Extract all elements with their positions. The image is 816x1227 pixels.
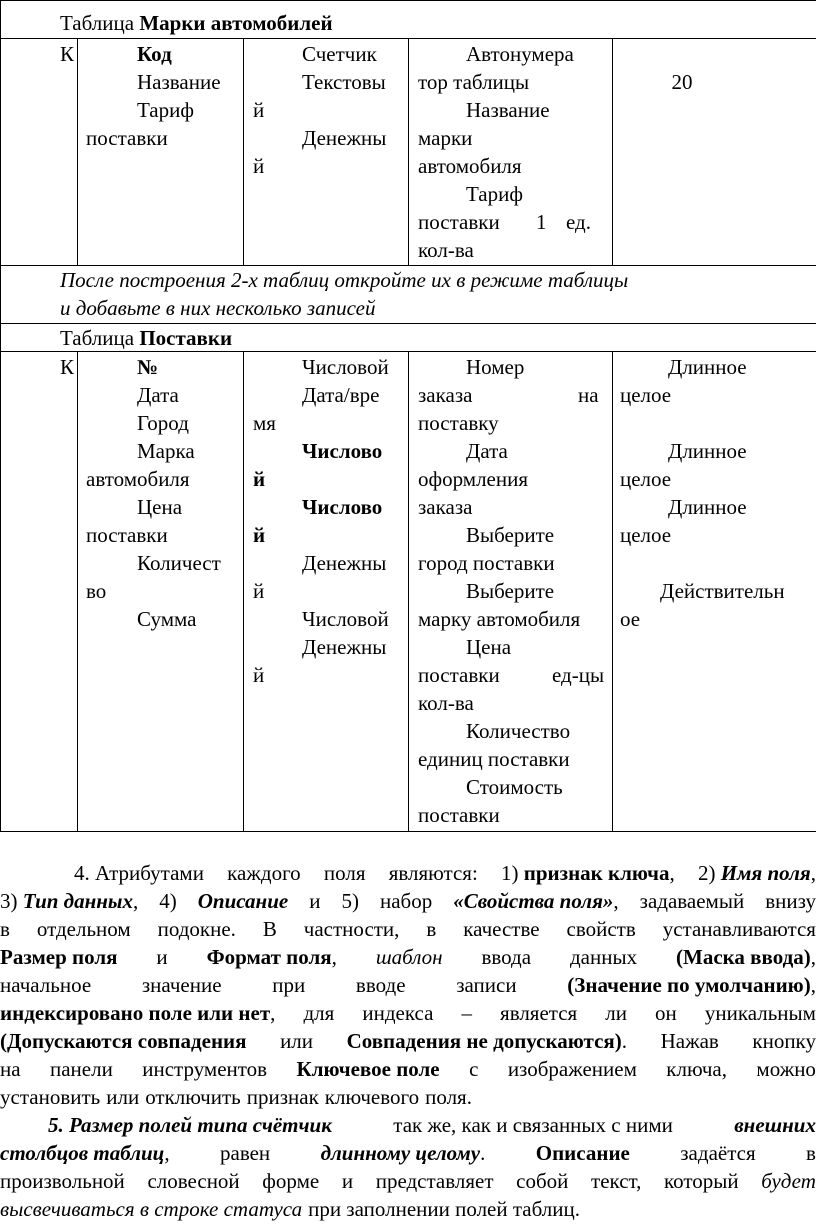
type-cell: Счетчик [302,42,377,66]
field-name-cell: Сумма [137,607,197,631]
description-cell: оформления [418,467,529,491]
field-name-cell: Тариф [137,98,194,122]
type-cell: мя [253,411,276,435]
table-border [0,0,1,832]
description-cell: Выберите [466,579,555,603]
description-cell: город поставки [418,551,555,575]
table-border [243,38,244,265]
type-cell: Числово [302,439,383,463]
size-cell: ое [620,607,641,631]
size-cell: Длинное [668,439,747,463]
text-line: (Допускаются совпадения или Совпадения не допускаются). Нажав кнопку [0,1029,816,1053]
description-cell: ед-цы [552,663,605,687]
note-line: После построения 2-х таблиц откройте их в режиме таблицы [60,268,629,292]
description-cell: Тариф [466,182,523,206]
field-name-cell: № [137,355,159,379]
text-line: индексировано поле или нет, для индекса – является ли он уникальным [0,1001,816,1025]
table-border [408,38,409,265]
table-border [612,351,613,832]
description-cell: марки [418,126,473,150]
size-cell: целое [620,383,672,407]
description-cell: заказа [418,495,473,519]
description-cell: Количество [466,719,571,743]
size-cell: Длинное [668,495,747,519]
field-name-cell: поставки [86,126,168,150]
key-column-cell: К [60,42,75,66]
text-line: в отдельном подокне. В частности, в качестве свойств устанавливаются [0,917,816,941]
type-cell: Дата/вре [302,383,380,407]
table-border [408,351,409,832]
description-cell: поставки [418,803,500,827]
size-cell: Действительн [660,579,785,603]
type-cell: Текстовы [302,70,386,94]
field-name-cell: Город [137,411,189,435]
field-name-cell: Цена [137,495,183,519]
table-border [243,351,244,832]
description-cell: кол-ва [418,238,474,262]
key-column-cell: К [60,355,75,379]
text-line: столбцов таблиц, равен длинному целому. Описание задаётся в [0,1141,816,1165]
description-cell: автомобиля [418,154,522,178]
description-cell: ед. [566,210,591,234]
description-cell: марку автомобиля [418,607,581,631]
description-cell: Название [466,98,550,122]
description-cell: Выберите [466,523,555,547]
type-cell: Числовой [302,607,389,631]
type-cell: й [253,98,265,122]
type-cell: Числовой [302,355,389,379]
description-cell: Цена [466,635,512,659]
table-border [0,0,816,1]
size-cell: 20 [671,70,693,94]
table-border [77,38,78,265]
type-cell: Числово [302,495,383,519]
description-cell: Дата [466,439,508,463]
type-cell: й [253,154,265,178]
type-cell: й [253,579,265,603]
field-name-cell: Количест [137,551,221,575]
description-cell: тор таблицы [418,70,530,94]
size-cell: Длинное [668,355,747,379]
field-name-cell: поставки [86,523,168,547]
description-cell: поставки [418,663,500,687]
type-cell: Денежны [302,126,387,150]
text-line: 5. Размер полей типа счётчик так же, как и связанных с ними внешних [48,1113,816,1137]
description-cell: кол-ва [418,691,474,715]
text-line: 4. Атрибутами каждого поля являются: 1) признак ключа, 2) Имя поля, [74,861,816,885]
field-name-cell: Марка [137,439,195,463]
description-cell: поставки [418,210,500,234]
description-cell: единиц поставки [418,747,570,771]
type-cell: й [253,663,265,687]
field-name-cell: Название [137,70,221,94]
description-cell: Стоимость [466,775,563,799]
type-cell: й [253,467,266,491]
field-name-cell: во [86,579,107,603]
field-name-cell: Дата [137,383,179,407]
note-line: и добавьте в них несколько записей [60,296,376,320]
table-title: Таблица Марки автомобилей [60,11,333,35]
text-line: Размер поля и Формат поля, шаблон ввода данных (Маска ввода), [0,945,816,969]
type-cell: Денежны [302,635,387,659]
table-title: Таблица Поставки [60,326,233,350]
description-cell: Автонумера [466,42,574,66]
text-line: установить или отключить признак ключевого поля. [0,1085,472,1109]
field-name-cell: автомобиля [86,467,190,491]
text-line: начальное значение при вводе записи (Значение по умолчанию), [0,973,816,997]
text-line: 3) Тип данных, 4) Описание и 5) набор «Свойства поля», задаваемый внизу [0,889,816,913]
field-name-cell: Код [137,42,172,66]
text-line: высвечиваться в строке статуса при заполнении полей таблиц. [0,1197,580,1221]
type-cell: й [253,523,266,547]
description-cell: 1 [536,210,547,234]
size-cell: целое [620,523,672,547]
description-cell: на [578,383,599,407]
description-cell: заказа [418,383,473,407]
description-cell: Номер [466,355,525,379]
table-border [77,351,78,832]
description-cell: поставку [418,411,499,435]
type-cell: Денежны [302,551,387,575]
size-cell: целое [620,467,672,491]
text-line: произвольной словесной форме и представляет собой текст, который будет [0,1169,816,1193]
text-line: на панели инструментов Ключевое поле с изображением ключа, можно [0,1057,816,1081]
